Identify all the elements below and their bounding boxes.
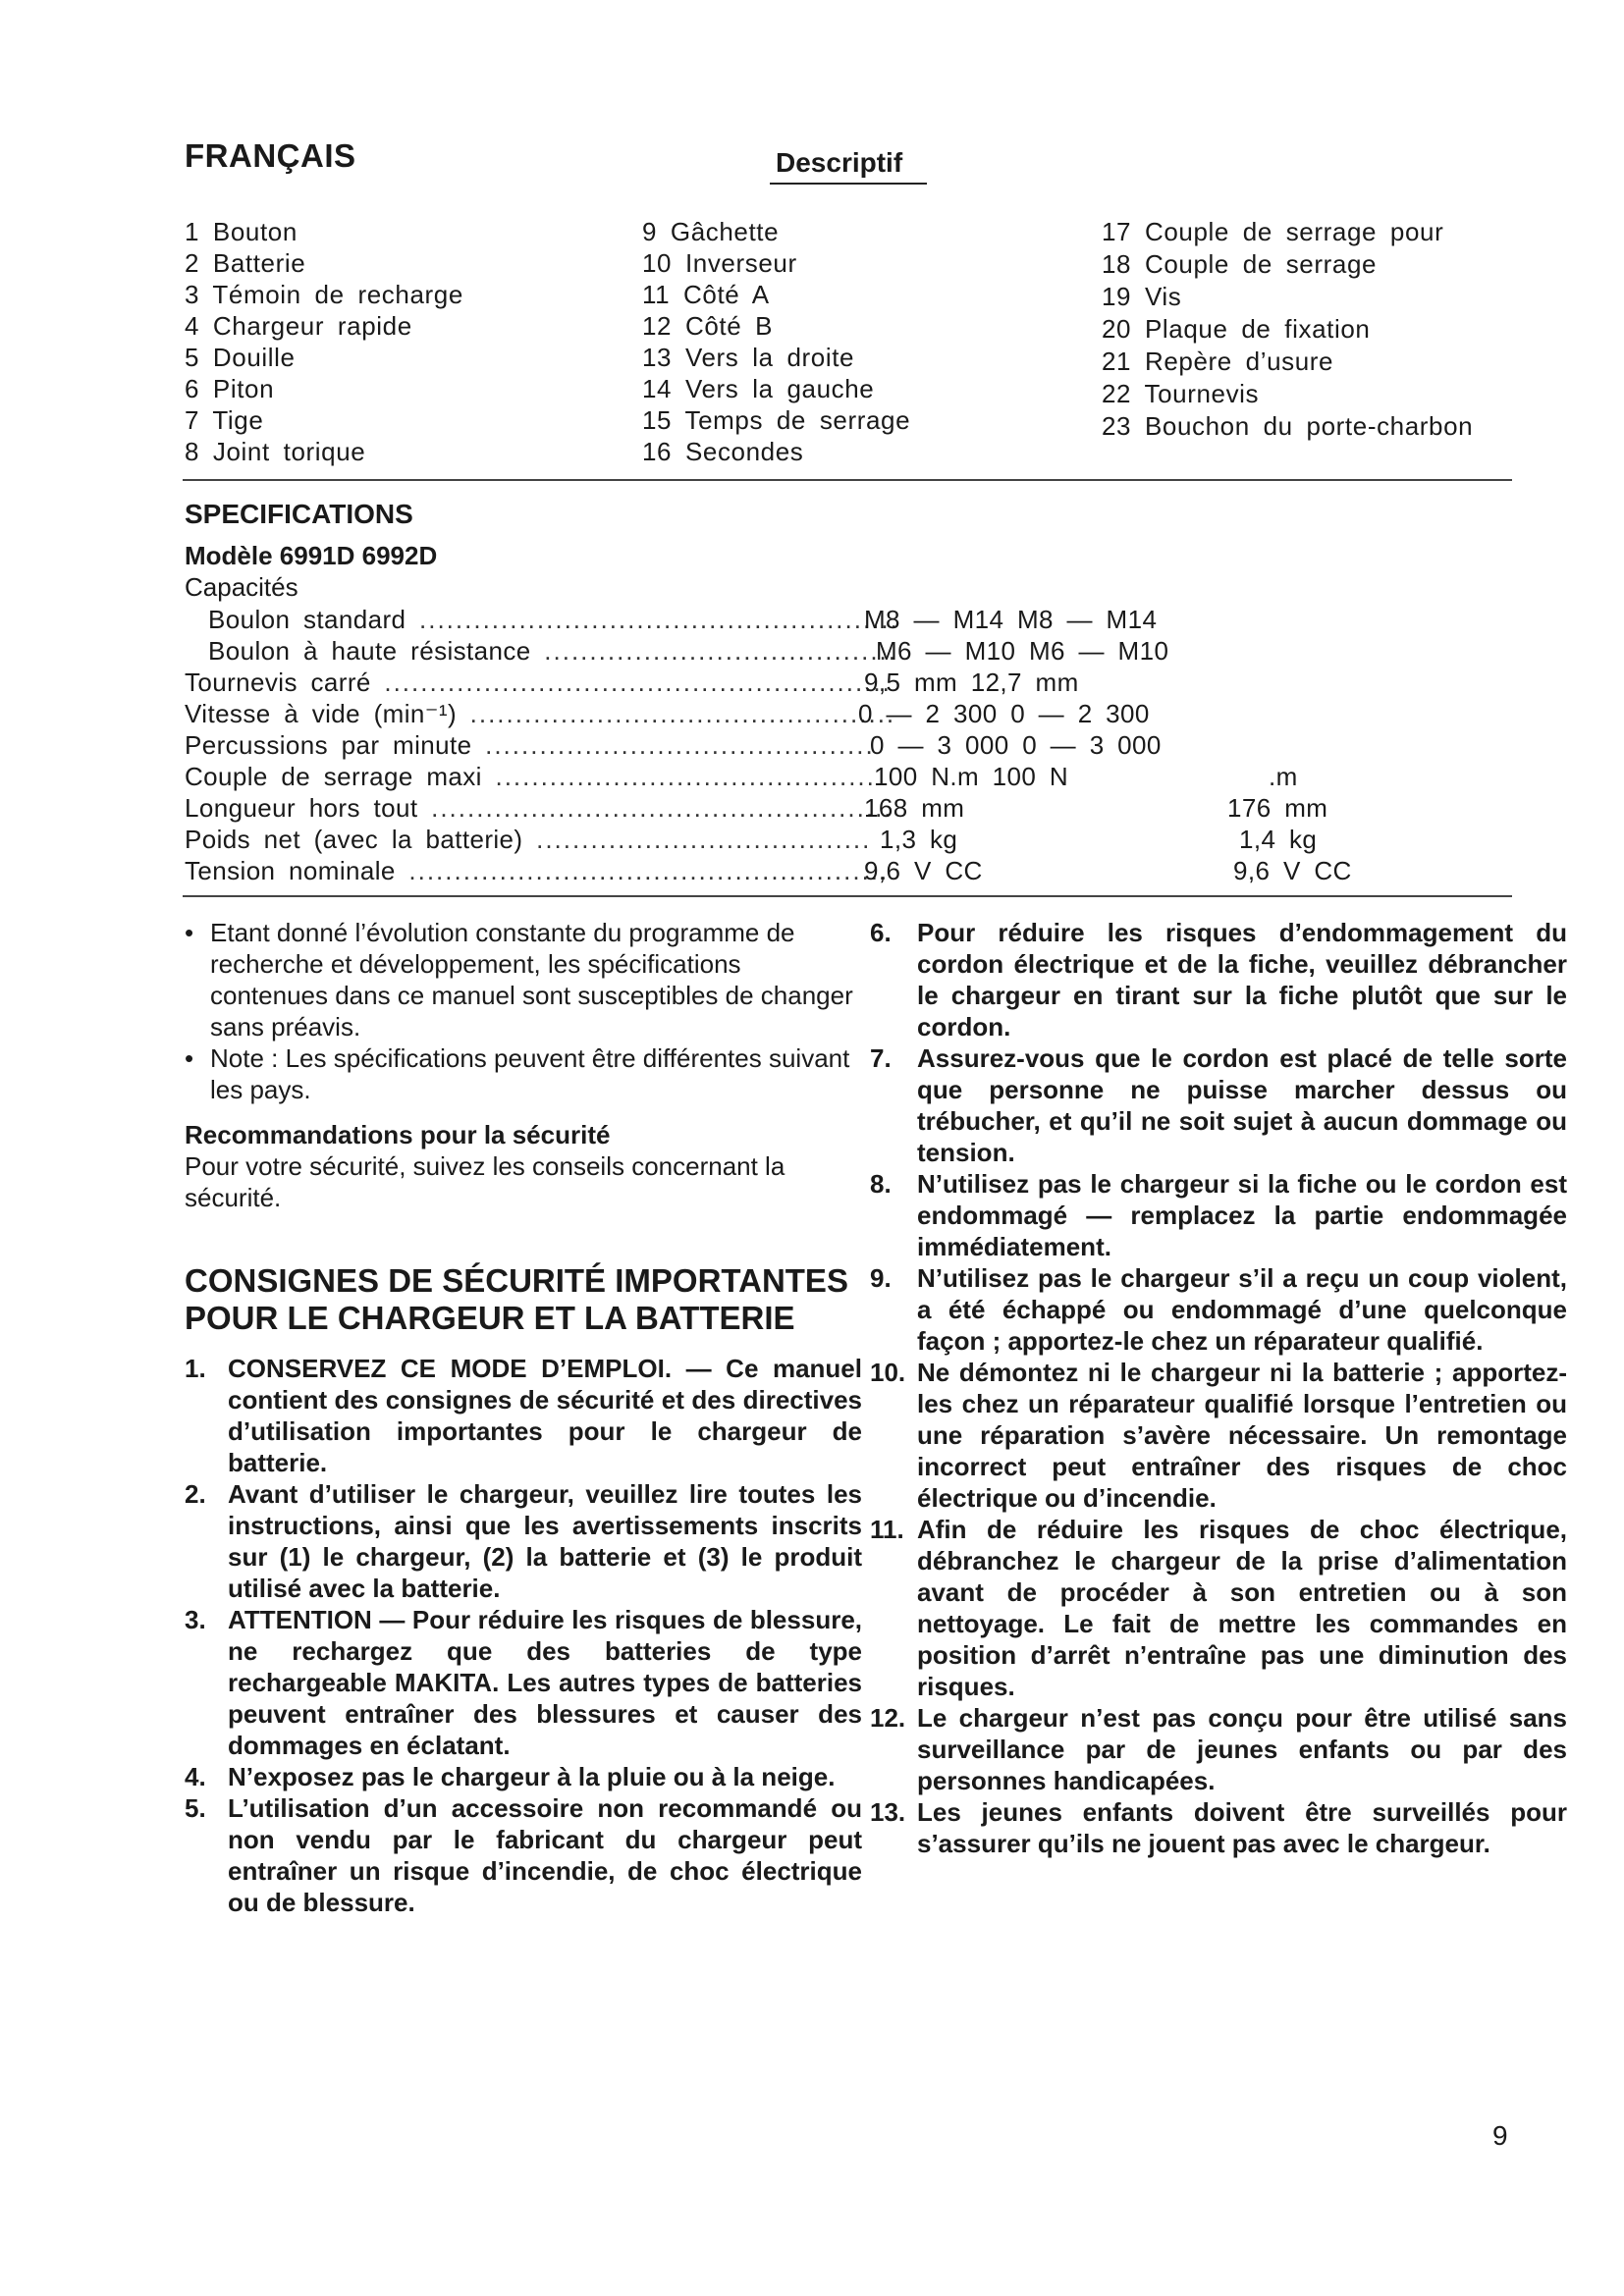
spec-label: Boulon à haute résistance bbox=[208, 636, 531, 666]
part-item: 1 Bouton bbox=[185, 217, 298, 246]
part-item: 12 Côté B bbox=[642, 311, 774, 341]
page-number: 9 bbox=[1492, 2120, 1508, 2151]
safety-item: 9. N’utilisez pas le chargeur s’il a reçu un coup violent, a été échappé ou endommagé d’une quelconque façon ; apportez-le chez un réparateur qualifié. bbox=[870, 1263, 1567, 1356]
spec-value: 1,3 kg bbox=[880, 825, 958, 854]
parts-list-col-2 bbox=[642, 216, 910, 467]
safety-item: 8. N’utilisez pas le chargeur si la fiche ou le cordon est endommagé — remplacez la partie endommagée immédiatement. bbox=[870, 1169, 1567, 1261]
spec-value: M6 — M10 M6 — M10 bbox=[876, 636, 1169, 666]
safety-item: 1. CONSERVEZ CE MODE D’EMPLOI. — Ce manuel contient des consignes de sécurité et des directives d’utilisation importantes pour le chargeur de batterie. bbox=[185, 1354, 862, 1477]
spec-label: Vitesse à vide (min⁻¹) bbox=[185, 699, 458, 728]
model-line: Modèle 6991D 6992D bbox=[185, 541, 438, 570]
part-item: 6 Piton bbox=[185, 374, 275, 403]
spec-row bbox=[0, 698, 1624, 729]
safety-item: 7. Assurez-vous que le cordon est placé de telle sorte que personne ne puisse marcher dessus ou trébucher, et qu’il ne soit sujet à aucun dommage ou tension. bbox=[870, 1043, 1567, 1167]
safety-item: 6. Pour réduire les risques d’endommagement du cordon électrique et de la fiche, veuillez débrancher le chargeur en tirant sur la fiche plutôt que sur le cordon. bbox=[870, 918, 1567, 1041]
part-item: 17 Couple de serrage pour bbox=[1102, 217, 1444, 246]
safety-item: 10. Ne démontez ni le chargeur ni la batterie ; apportez-les chez un réparateur qualifié lorsque l’entretien ou une réparation s’avère nécessaire. Un remontage incorrect peut entraîner des risques de choc électrique ou d’incendie. bbox=[870, 1358, 1567, 1513]
part-item: 19 Vis bbox=[1102, 282, 1182, 311]
spec-label: Boulon standard bbox=[208, 605, 406, 634]
spec-row bbox=[0, 761, 1624, 792]
part-item: 16 Secondes bbox=[642, 437, 804, 466]
spec-row bbox=[0, 604, 1624, 635]
leader-dots: .......................................... bbox=[495, 762, 876, 791]
part-item: 4 Chargeur rapide bbox=[185, 311, 412, 341]
safety-list-left bbox=[185, 1353, 862, 1918]
part-item: 14 Vers la gauche bbox=[642, 374, 875, 403]
spec-value: 0 — 3 000 0 — 3 000 bbox=[870, 730, 1162, 760]
part-item: 2 Batterie bbox=[185, 248, 306, 278]
divider bbox=[183, 895, 1512, 897]
safety-item: 3. ATTENTION — Pour réduire les risques de blessure, ne rechargez que des batteries de type rechargeable MAKITA. Les autres types de batteries peuvent entraîner des blessures et causer des dommages en éclatant. bbox=[185, 1605, 862, 1760]
safety-item: 5. L’utilisation d’un accessoire non recommandé ou non vendu par le fabricant du chargeur peut entraîner un risque d’incendie, de choc électrique ou de blessure. bbox=[185, 1793, 862, 1917]
part-item: 13 Vers la droite bbox=[642, 343, 855, 372]
parts-list-col-3 bbox=[1102, 216, 1473, 443]
spec-table bbox=[0, 604, 1624, 886]
spec-label: Couple de serrage maxi bbox=[185, 762, 482, 791]
spec-label: Tournevis carré bbox=[185, 667, 371, 697]
safety-item: 13. Les jeunes enfants doivent être surveillés pour s’assurer qu’ils ne jouent pas avec le chargeur. bbox=[870, 1797, 1567, 1858]
leader-dots: ............................................... bbox=[469, 699, 896, 728]
part-item: 10 Inverseur bbox=[642, 248, 797, 278]
leader-dots: ........................................... bbox=[485, 730, 875, 760]
spec-value: M8 — M14 M8 — M14 bbox=[864, 605, 1158, 634]
spec-row bbox=[0, 729, 1624, 761]
spec-label: Percussions par minute bbox=[185, 730, 472, 760]
part-item: 11 Côté A bbox=[642, 280, 770, 309]
safety-instructions-heading: CONSIGNES DE SÉCURITÉ IMPORTANTES POUR LE CHARGEUR ET LA BATTERIE bbox=[185, 1262, 848, 1336]
part-item: 18 Couple de serrage bbox=[1102, 249, 1378, 279]
spec-label: Poids net (avec la batterie) bbox=[185, 825, 523, 854]
part-item: 3 Témoin de recharge bbox=[185, 280, 463, 309]
spec-row bbox=[0, 792, 1624, 824]
part-item: 21 Repère d’usure bbox=[1102, 347, 1334, 376]
leader-dots: ....................................... bbox=[544, 636, 898, 666]
part-item: 23 Bouchon du porte-charbon bbox=[1102, 411, 1474, 441]
spec-value: 9,6 V CC bbox=[864, 856, 983, 885]
part-item: 22 Tournevis bbox=[1102, 379, 1260, 408]
part-item: 15 Temps de serrage bbox=[642, 405, 911, 435]
part-item: 5 Douille bbox=[185, 343, 296, 372]
spec-value: 168 mm bbox=[864, 793, 965, 823]
spec-label: Longueur hors tout bbox=[185, 793, 418, 823]
bullet-icon: • bbox=[185, 918, 194, 947]
safety-item: 11. Afin de réduire les risques de choc électrique, débranchez le chargeur de la prise d’alimentation avant de procéder à son entretien ou à son nettoyage. Le fait de mettre les commandes en position d’arrêt n’entraîne pas une diminution des risques. bbox=[870, 1515, 1567, 1701]
safety-item: 4. N’exposez pas le chargeur à la pluie ou à la neige. bbox=[185, 1762, 836, 1791]
section-title: Descriptif bbox=[776, 147, 903, 178]
leader-dots: ................................................... bbox=[431, 793, 893, 823]
section-title-underline bbox=[770, 183, 927, 185]
leader-dots: ..................................... bbox=[536, 825, 872, 854]
leader-dots: ..................................................... bbox=[408, 856, 890, 885]
parts-list-col-1 bbox=[185, 216, 463, 467]
note-item bbox=[185, 1042, 862, 1105]
note-text: Note : Les spécifications peuvent être différentes suivant les pays. bbox=[210, 1043, 850, 1104]
part-item: 20 Plaque de fixation bbox=[1102, 314, 1371, 344]
spec-row bbox=[0, 667, 1624, 698]
spec-value-2: .m bbox=[1269, 762, 1298, 791]
spec-value-2: 176 mm bbox=[1227, 793, 1328, 823]
spec-value-2: 9,6 V CC bbox=[1233, 856, 1352, 885]
capacities-label: Capacités bbox=[185, 572, 298, 602]
part-item: 7 Tige bbox=[185, 405, 264, 435]
spec-value: 0 — 2 300 0 — 2 300 bbox=[858, 699, 1150, 728]
safety-recommendations-heading: Recommandations pour la sécurité bbox=[185, 1120, 611, 1149]
part-item: 8 Joint torique bbox=[185, 437, 366, 466]
language-heading: FRANÇAIS bbox=[185, 137, 356, 174]
part-item: 9 Gâchette bbox=[642, 217, 780, 246]
spec-value: 100 N.m 100 N bbox=[874, 762, 1069, 791]
right-column bbox=[870, 917, 1567, 1859]
spec-row bbox=[0, 635, 1624, 667]
safety-item: 12. Le chargeur n’est pas conçu pour être utilisé sans surveillance par de jeunes enfants ou par des personnes handicapées. bbox=[870, 1703, 1567, 1795]
leader-dots: ........................................................ bbox=[384, 667, 892, 697]
note-item bbox=[185, 917, 862, 1042]
spec-row bbox=[0, 824, 1624, 855]
spec-value-2: 1,4 kg bbox=[1239, 825, 1318, 854]
leader-dots: ..................................................... bbox=[419, 605, 899, 634]
safety-recommendations-text: Pour votre sécurité, suivez les conseils concernant la sécurité. bbox=[185, 1151, 785, 1212]
spec-value: 9,5 mm 12,7 mm bbox=[864, 667, 1079, 697]
safety-item: 2. Avant d’utiliser le chargeur, veuillez lire toutes les instructions, ainsi que les avertissements inscrits sur (1) le chargeur, (2) la batterie et (3) le produit utilisé avec la batterie. bbox=[185, 1479, 862, 1603]
spec-row bbox=[0, 855, 1624, 886]
divider bbox=[183, 479, 1512, 481]
spec-label: Tension nominale bbox=[185, 856, 396, 885]
note-text: Etant donné l’évolution constante du programme de recherche et développement, les spécifications contenues dans ce manuel sont susceptibles de changer sans préavis. bbox=[210, 918, 853, 1041]
specifications-heading: SPECIFICATIONS bbox=[185, 499, 413, 529]
bullet-icon: • bbox=[185, 1043, 194, 1073]
left-column bbox=[185, 917, 862, 1918]
